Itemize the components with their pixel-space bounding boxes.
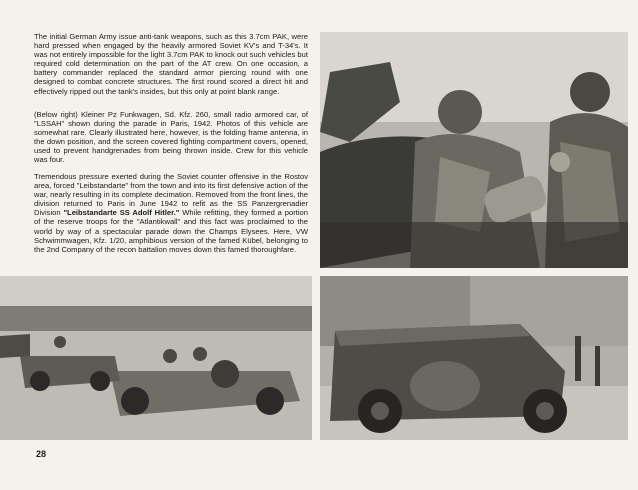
photo-schwimmwagen-parade <box>0 276 312 440</box>
paragraph-rostov-part-a: Tremendous pressure exerted during the Soviet counter offensive in the Rostov area, forced "Leibstandarte" from the town and into its first defensive action of the war, nearly resulting in its complete decimation. Removed from the front lines, the division returned to Paris in June 1942 to refit as the SS Panzergrenadier Division <box>34 172 308 218</box>
paragraph-radio-car-text: (Below right) Kleiner Pz Funkwagen, Sd. Kfz. 260, small radio armored car, of "LSSAH" shown during the parade in Paris, 1942. Photos of this vehicle are somewhat rare. Clearly illustrated here, however, is the folding frame antenna, in the down position, and the screen covered fighting compartment covers, opened, used to prevent handgrenades from being thrown inside. Crew for this vehicle was four. <box>34 110 308 165</box>
page-number: 28 <box>36 449 47 459</box>
paragraph-radio-car-caption <box>34 110 308 165</box>
paragraph-rostov-text <box>34 172 308 254</box>
paragraph-rostov-parade <box>34 172 308 254</box>
photo-anti-tank-crew <box>320 32 628 268</box>
paragraph-anti-tank-text: The initial German Army issue anti-tank weapons, such as this 3.7cm PAK, were hard pressed when engaged by the heavily armored Soviet KV's and T-34's. It was not entirely impossible for the light 3.7cm PAK to knock out such vehicles but required cold determination on the part of the AT crew. On one occasion, a battery commander replaced the standard armor piercing round with one designed to combat concrete structures. The first round scored a direct hit and effectively ripped out the tank's insides, but this only at point blank range. <box>34 32 308 96</box>
paragraph-rostov-part-b: While refitting, they formed a portion of the reserve troops for the "Atlantikwall" and this fact was proclaimed to the world by way of a spectacular parade down the Champs Elysees. Here, VW Schwimmwagen, Kfz. 1/20, amphibious version of the famed Kübel, belonging to the 2nd Company of the recon battalion moves down this famed thoroughfare. <box>34 208 308 254</box>
paragraph-anti-tank <box>34 32 308 96</box>
photo-radio-armored-car <box>320 276 628 440</box>
division-name-bold: "Leibstandarte SS Adolf Hitler." <box>63 208 180 218</box>
